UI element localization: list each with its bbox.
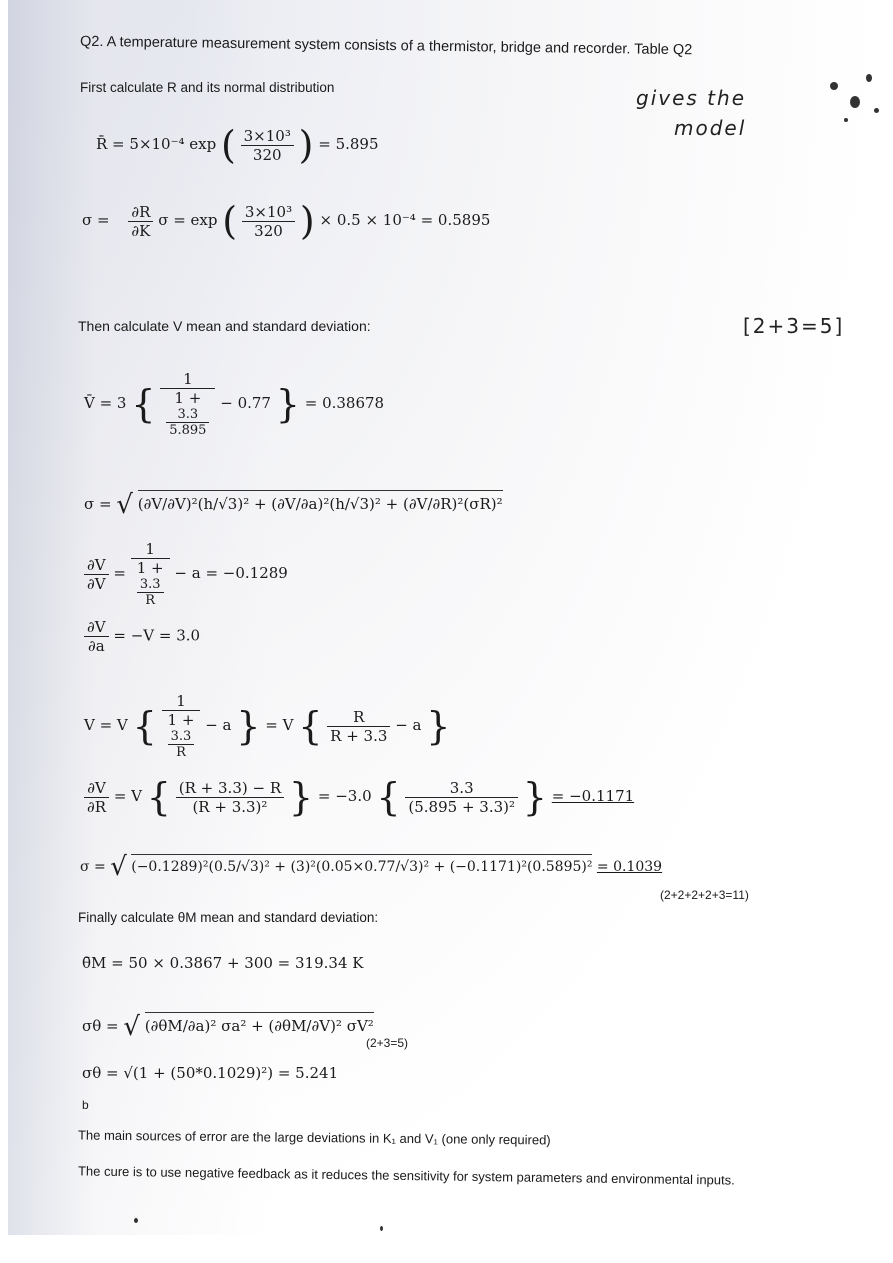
- eq-sv-lhs: σ =: [84, 495, 112, 513]
- eq-dv-fraction: [131, 540, 170, 608]
- eq-dv-den-num: 3.3: [137, 577, 164, 593]
- eq-da-lhs: [84, 618, 109, 655]
- eq-sigma-mid: σ = exp: [158, 211, 218, 229]
- eq-r-result: = 5.895: [318, 135, 379, 153]
- eq-dv-num: 1: [131, 540, 170, 559]
- then-step-text: Then calculate V mean and standard deviation:: [78, 318, 371, 334]
- eq-sigma-num: 3×10³: [242, 203, 295, 222]
- eq-vo-tail: − a: [395, 716, 422, 734]
- eq-dv-den-a: 1 +: [136, 559, 164, 577]
- eq-dr-mid: = −3.0: [317, 787, 372, 805]
- eq-s2-lhs: σ =: [80, 859, 106, 875]
- equation-sigma-theta: σθ = √ (∂θM/∂a)² σa² + (∂θM/∂V)² σV²: [82, 1012, 374, 1042]
- equation-dv-dr: $\frac{\partial V}{\partial R}$ = V { $\frac{(R + 3.3) - R}{\text{(R + 3.3)²}}$ } = −3.0 { $\frac{3.3}{\text{(5.895 + 3.3)²}}$ } = −0.1171: [84, 778, 634, 816]
- eq-da-lhs-den: ∂a: [87, 637, 105, 655]
- eq-dr-result: = −0.1171: [551, 787, 635, 805]
- eq-v-lhs: V̄ = 3: [84, 394, 127, 412]
- eq-vo-den-a: 1 +: [167, 711, 195, 729]
- eq-dv-den-den: R: [145, 593, 156, 608]
- eq-dr-eq: = V: [113, 787, 143, 805]
- eq-sigma-lhs: σ =: [82, 211, 110, 229]
- eq-vo-num: 1: [162, 692, 201, 711]
- eq-dv-lhs-num: ∂V: [84, 556, 109, 575]
- equation-sigma-theta-result: σθ = √(1 + (50*0.1029)²) = 5.241: [82, 1064, 339, 1082]
- eq-dr-den2: (5.895 + 3.3)²: [408, 797, 516, 816]
- scan-speck: [830, 82, 838, 90]
- eq-vo-den2: R + 3.3: [330, 726, 388, 745]
- eq-sigma-dnum: ∂R: [128, 203, 153, 222]
- final-step-text: Finally calculate θM mean and standard deviation:: [78, 910, 379, 925]
- error-sources-text: The main sources of error are the large deviations in K₁ and V₁ (one only required): [77, 1127, 551, 1148]
- equation-theta-mean: θ̄M = 50 × 0.3867 + 300 = 319.34 K: [82, 954, 364, 972]
- eq-dr-lhs: [84, 779, 109, 816]
- cure-text: The cure is to use negative feedback as it reduces the sensitivity for system parameters and environmental inputs.: [77, 1163, 735, 1188]
- marks-v-section: (2+2+2+2+3=11): [660, 888, 749, 902]
- scanned-page: [8, 0, 886, 1235]
- scan-speck: [850, 96, 860, 108]
- eq-v-den-num: 3.3: [166, 407, 209, 423]
- eq-v-num: 1: [160, 370, 215, 389]
- eq-v-den-a: 1 +: [174, 389, 202, 407]
- scan-speck: [134, 1218, 138, 1223]
- equation-v-mean: V̄ = 3 { 1 1 + 3.3 5.895 − 0.77 } = 0.38678: [84, 370, 385, 438]
- equation-sigma-v: σ = √ (∂V/∂V)²(h/√3)² + (∂V/∂a)²(h/√3)² + (∂V/∂R)²(σR)²: [84, 490, 503, 520]
- eq-r-num: 3×10³: [241, 127, 294, 146]
- eq-dr-lhs-num: ∂V: [84, 779, 109, 798]
- first-step-text: First calculate R and its normal distribution: [80, 80, 335, 95]
- scan-speck: [874, 108, 879, 113]
- eq-v-tail: − 0.77: [220, 394, 271, 412]
- eq-dv-result: − a = −0.1289: [174, 564, 288, 582]
- eq-vo-mid: − a: [205, 716, 232, 734]
- eq-s2-body: (−0.1289)²(0.5/√3)² + (3)²(0.05×0.77/√3)² + (−0.1171)²(0.5895)²: [131, 854, 592, 875]
- equation-dv-dv: $\frac{\partial V}{\partial V}$ = 1 1 + 3.3 R − a = −0.1289: [84, 540, 288, 608]
- eq-dr-fraction2: [405, 779, 518, 816]
- eq-dr-den: (R + 3.3)²: [192, 797, 268, 816]
- eq-st-lhs: σθ =: [82, 1017, 119, 1035]
- eq-sigma-fraction: [242, 203, 295, 240]
- scan-speck: [844, 118, 848, 122]
- eq-vo-den-den: R: [176, 745, 186, 760]
- eq-sv-body: (∂V/∂V)²(h/√3)² + (∂V/∂a)²(h/√3)² + (∂V/∂R)²(σR)²: [138, 490, 503, 513]
- handwritten-note-gives: gives the: [636, 86, 746, 110]
- eq-dv-lhs-den: ∂V: [87, 574, 106, 593]
- eq-r-lhs: R̄ = 5×10⁻⁴ exp: [96, 135, 217, 153]
- eq-sigma-result: × 0.5 × 10⁻⁴ = 0.5895: [319, 211, 491, 229]
- equation-sigma-r: σ = $\frac{\partial R}{\partial K}$ σ = exp ( $\frac{\text{3×10³}}{320}$ ) × 0.5 × 10⁻⁴ = 0.5895: [82, 199, 491, 243]
- question-heading: Q2. A temperature measurement system consists of a thermistor, bridge and recorder. Table Q2: [79, 33, 693, 59]
- eq-vo-den-fraction: [165, 729, 198, 760]
- eq-vo-fraction: [162, 692, 201, 760]
- eq-dr-num2: 3.3: [405, 779, 518, 798]
- part-b-label: b: [82, 1098, 89, 1112]
- eq-dr-num: (R + 3.3) − R: [176, 779, 284, 798]
- eq-vo-fraction2: [327, 708, 390, 745]
- handwritten-note-model: model: [674, 116, 747, 140]
- eq-vo-den-num: 3.3: [168, 729, 195, 745]
- handwritten-marks: [2+3=5]: [743, 314, 845, 338]
- eq-v-result: = 0.38678: [304, 394, 385, 412]
- eq-dr-lhs-den: ∂R: [87, 797, 107, 816]
- eq-dr-fraction: [176, 779, 284, 816]
- equation-v-output: V = V { 1 1 + 3.3 R − a } = V { $\frac{R}{R + 3.3}$ − a }: [84, 692, 451, 760]
- eq-v-den-fraction: [163, 407, 212, 438]
- eq-s2-result: = 0.1039: [596, 859, 663, 875]
- eq-sigma-dden: ∂K: [131, 221, 151, 240]
- eq-vo-lhs: V = V: [84, 716, 128, 734]
- equation-r-mean: R̄ = 5×10⁻⁴ exp ( $\frac{\text{3×10³}}{320}$ ) = 5.895: [96, 123, 379, 167]
- eq-vo-eq: = V: [265, 716, 294, 734]
- eq-dv-lhs: [84, 556, 109, 593]
- eq-sigma-derivative: [128, 203, 153, 240]
- marks-theta-section: (2+3=5): [366, 1036, 409, 1050]
- eq-st-body: (∂θM/∂a)² σa² + (∂θM/∂V)² σV²: [145, 1012, 374, 1035]
- scan-speck: [380, 1226, 383, 1231]
- eq-da-lhs-num: ∂V: [84, 618, 109, 637]
- equation-dv-da: [84, 618, 200, 655]
- eq-r-den: 320: [252, 145, 282, 164]
- eq-sigma-den: 320: [254, 221, 283, 240]
- eq-vo-num2: R: [327, 708, 390, 727]
- eq-v-fraction: [160, 370, 215, 438]
- eq-r-fraction: [241, 127, 294, 164]
- scan-speck: [866, 74, 872, 82]
- eq-dv-den-fraction: [134, 577, 167, 608]
- eq-v-den-den: 5.895: [169, 423, 207, 438]
- eq-da-result: = −V = 3.0: [113, 626, 201, 645]
- equation-sigma-v-numeric: σ = √ (−0.1289)²(0.5/√3)² + (3)²(0.05×0.77/√3)² + (−0.1171)²(0.5895)² = 0.1039: [80, 852, 663, 882]
